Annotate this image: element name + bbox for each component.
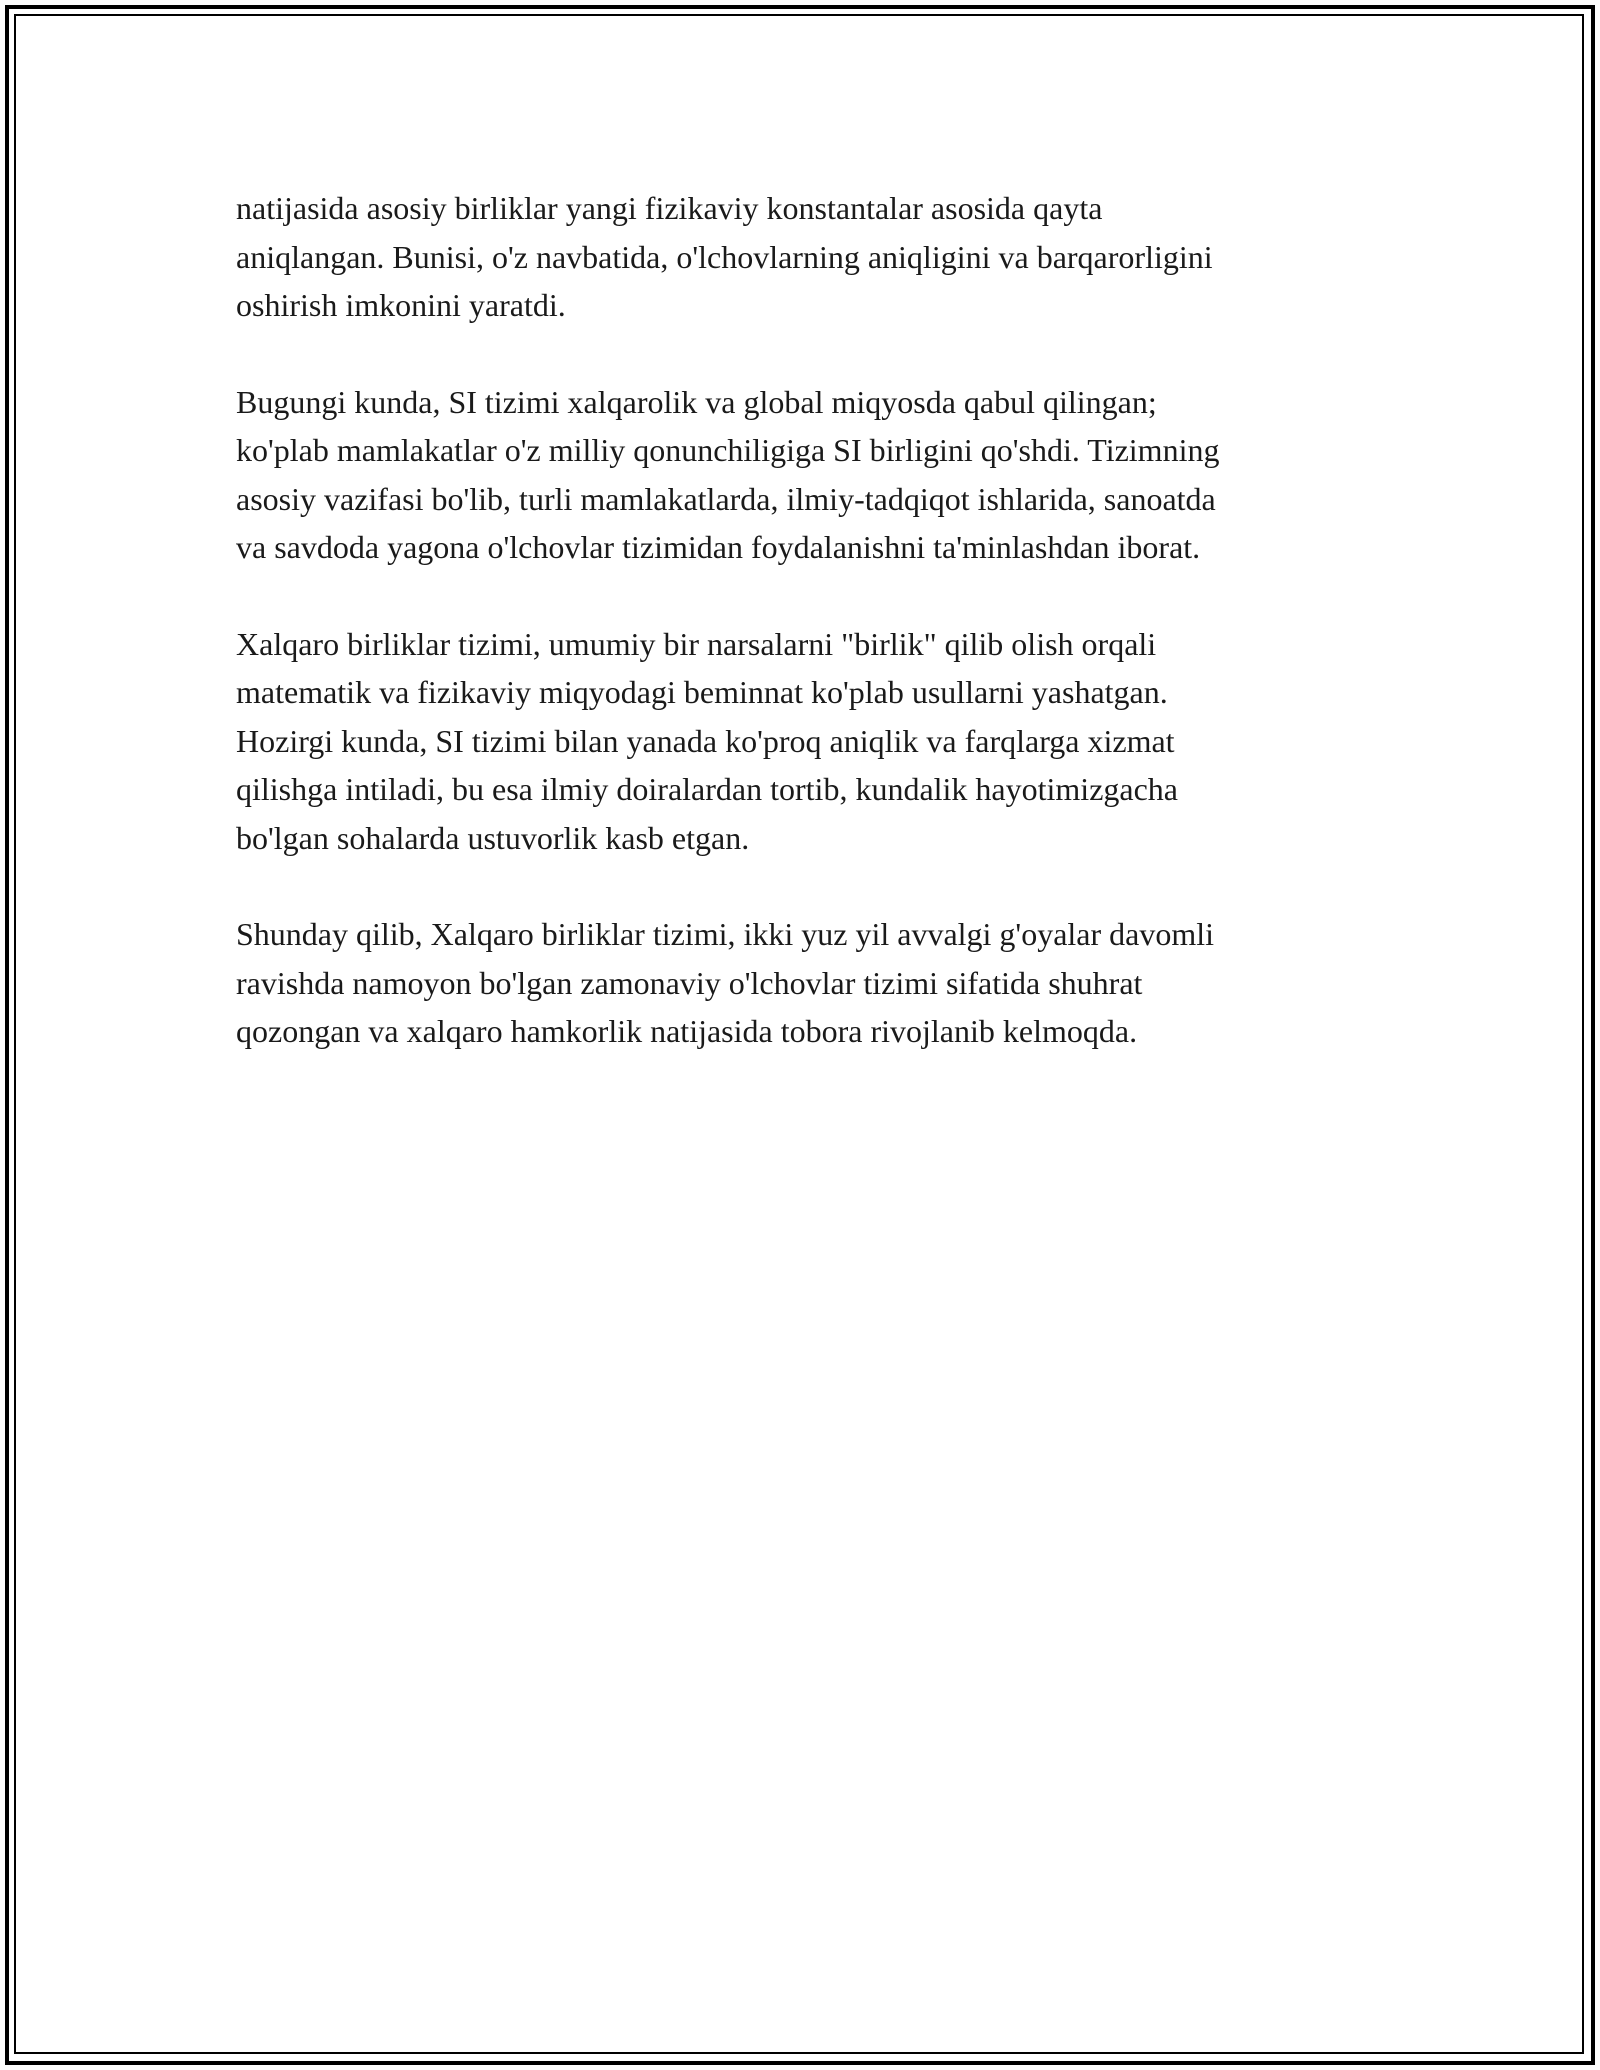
document-body: [236, 184, 1396, 1104]
paragraph-1: natijasida asosiy birliklar yangi fizikaviy konstantalar asosida qayta aniqlangan. Bunisi, o'z navbatida, o'lchovlarning aniqligini va barqarorligini oshirish imkonini yaratdi.: [236, 190, 1213, 323]
paragraph-3: Xalqaro birliklar tizimi, umumiy bir narsalarni "birlik" qilib olish orqali matematik va fizikaviy miqyodagi beminnat ko'plab usullarni yashatgan. Hozirgi kunda, SI tizimi bilan yanada ko'proq aniqlik va farqlarga xizmat qilishga intiladi, bu esa ilmiy doiralardan tortib, kundalik hayotimizgacha bo'lgan sohalarda ustuvorlik kasb etgan.: [236, 625, 1178, 856]
paragraph-4: Shunday qilib, Xalqaro birliklar tizimi, ikki yuz yil avvalgi g'oyalar davomli ravishda namoyon bo'lgan zamonaviy o'lchovlar tizimi sifatida shuhrat qozongan va xalqaro hamkorlik natijasida tobora rivojlanib kelmoqda.: [236, 916, 1215, 1049]
paragraph-2: Bugungi kunda, SI tizimi xalqarolik va global miqyosda qabul qilingan; ko'plab mamlakatlar o'z milliy qonunchiligiga SI birligini qo'shdi. Tizimning asosiy vazifasi bo'lib, turli mamlakatlarda, ilmiy-tadqiqot ishlarida, sanoatda va savdoda yagona o'lchovlar tizimidan foydalanishni ta'minlashdan iborat.: [236, 383, 1220, 565]
